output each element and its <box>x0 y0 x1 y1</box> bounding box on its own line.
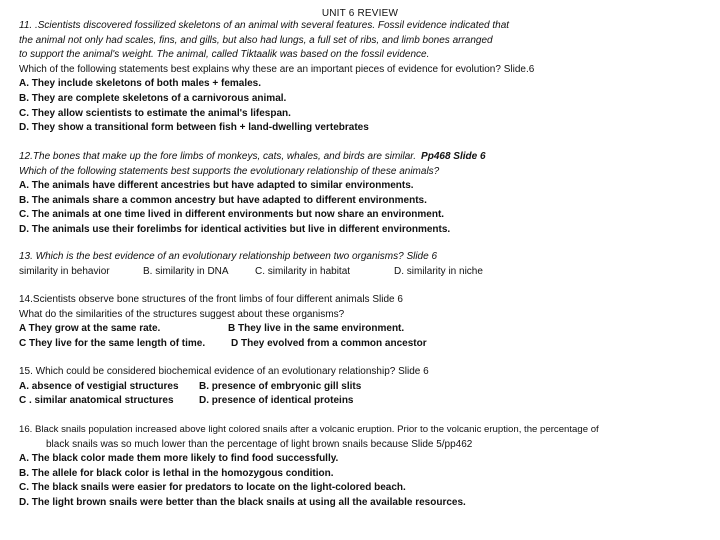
question-16 <box>19 423 709 511</box>
q13-option-a: similarity in behavior <box>19 265 110 277</box>
q16-stem-line: 16. Black snails population increased above light colored snails after a volcanic eruption. Prior to the volcanic eruption, the percentage of <box>19 424 599 435</box>
q16-option-b: B. The allele for black color is lethal in the homozygous condition. <box>19 467 334 479</box>
q14-options-row-1 <box>19 322 709 337</box>
q12-stem-row <box>19 150 709 165</box>
q15-options-row-1 <box>19 380 709 395</box>
q14-option-c: C They live for the same length of time. <box>19 337 206 349</box>
question-12 <box>19 150 709 238</box>
q14-option-b: B They live in the same environment. <box>228 323 405 335</box>
question-11 <box>19 19 709 136</box>
q15-option-c: C . similar anatomical structures <box>19 395 174 407</box>
q11-question: Which of the following statements best explains why these are an important pieces of evidence for evolution? Slide.6 <box>19 63 535 75</box>
question-15 <box>19 365 709 409</box>
q15-options-row-2 <box>19 394 709 409</box>
q12-stem: 12.The bones that make up the fore limbs of monkeys, cats, whales, and birds are similar. <box>19 151 417 162</box>
q16-stem-line: black snails was so much lower than the percentage of light brown snails because Slide 5/pp462 <box>46 438 473 450</box>
q13-option-b: B. similarity in DNA <box>143 265 229 277</box>
q11-option-b: B. They are complete skeletons of a carnivorous animal. <box>19 92 287 104</box>
q14-options-row-2 <box>19 337 709 352</box>
q12-option-d: D. The animals use their forelimbs for identical activities but live in different environments. <box>19 223 451 235</box>
q16-option-a: A. The black color made them more likely to find food successfully. <box>19 453 339 465</box>
q11-option-a: A. They include skeletons of both males + females. <box>19 78 262 90</box>
q16-option-c: C. The black snails were easier for predators to locate on the light-colored beach. <box>19 482 406 494</box>
q13-options <box>19 265 709 280</box>
q11-stem-line: to support the animal's weight. The animal, called Tiktaalik was based on the fossil evidence. <box>19 49 430 61</box>
q12-option-a: A. The animals have different ancestries but have adapted to similar environments. <box>19 180 414 192</box>
q13-option-d: D. similarity in niche <box>394 265 483 277</box>
q12-option-c: C. The animals at one time lived in different environments but now share an environment. <box>19 209 445 221</box>
q11-option-d: D. They show a transitional form between fish + land-dwelling vertebrates <box>19 122 369 134</box>
q11-stem-line: 11. .Scientists discovered fossilized skeletons of an animal with several features. Fossil evidence indicated that <box>19 20 510 31</box>
q12-question: Which of the following statements best supports the evolutionary relationship of these animals? <box>19 165 440 177</box>
q14-option-a: A They grow at the same rate. <box>19 323 161 335</box>
question-14 <box>19 293 709 351</box>
q15-stem: 15. Which could be considered biochemical evidence of an evolutionary relationship? Slide 6 <box>19 366 429 377</box>
q13-option-c: C. similarity in habitat <box>255 265 351 277</box>
q15-option-a: A. absence of vestigial structures <box>19 380 179 392</box>
q11-option-c: C. They allow scientists to estimate the animal's lifespan. <box>19 107 291 119</box>
q11-stem-line: the animal not only had scales, fins, and gills, but also had lungs, a full set of ribs, and limb bones arranged <box>19 34 493 46</box>
q12-reference: Pp468 Slide 6 <box>421 151 486 162</box>
q13-stem: 13. Which is the best evidence of an evolutionary relationship between two organisms? Slide 6 <box>19 251 438 262</box>
q16-option-d: D. The light brown snails were better than the black snails at using all the available resources. <box>19 496 466 508</box>
q14-stem: 14.Scientists observe bone structures of the front limbs of four different animals Slide 6 <box>19 294 403 305</box>
q14-option-d: D They evolved from a common ancestor <box>231 337 427 349</box>
question-13 <box>19 250 709 279</box>
page-title: UNIT 6 REVIEW <box>321 8 399 19</box>
q14-question: What do the similarities of the structures suggest about these organisms? <box>19 308 345 320</box>
q15-option-d: D. presence of identical proteins <box>199 395 354 407</box>
q15-option-b: B. presence of embryonic gill slits <box>199 380 362 392</box>
q12-option-b: B. The animals share a common ancestry but have adapted to different environments. <box>19 194 427 206</box>
